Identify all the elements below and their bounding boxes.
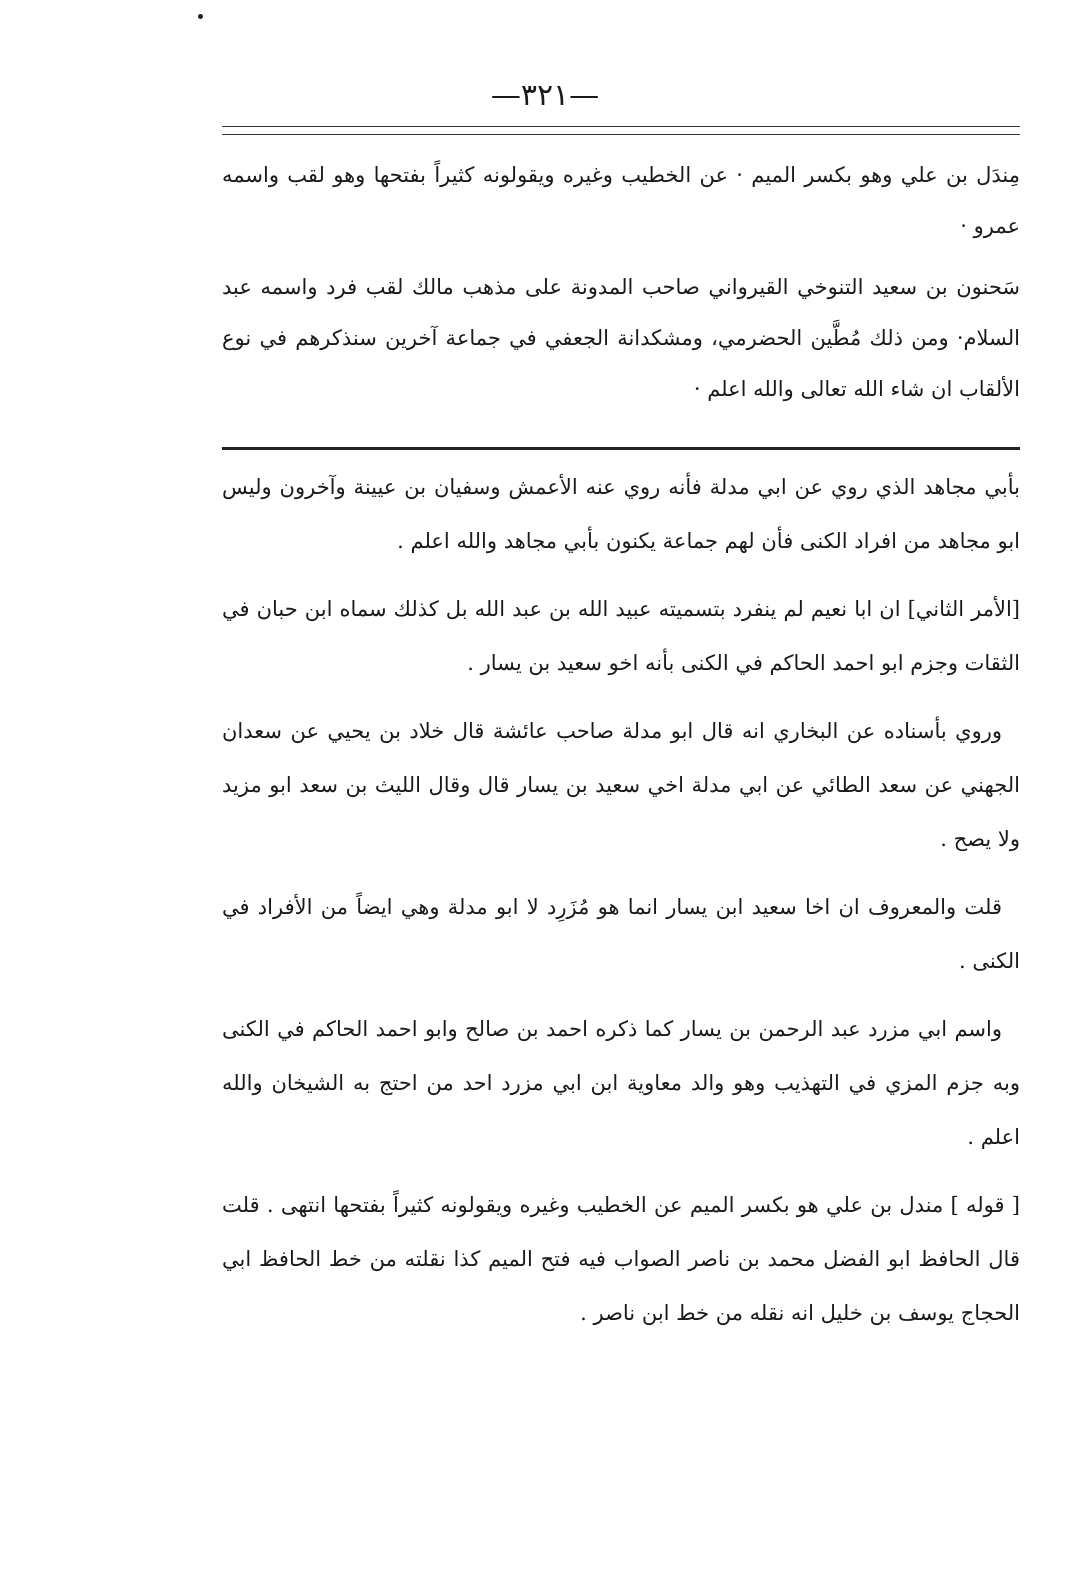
main-text-section <box>222 460 1020 1340</box>
body-paragraph: بأبي مجاهد الذي روي عن ابي مدلة فأنه روي عنه الأعمش وسفيان بن عيينة وآخرون وليس ابو مجاهد من افراد الكنى فأن لهم جماعة يكنون بأبي مجاهد والله اعلم . <box>222 475 1020 553</box>
footnote-paragraph: سَحنون بن سعيد التنوخي القيرواني صاحب المدونة على مذهب مالك لقب فرد واسمه عبد السلام· ومن ذلك مُطَّين الحضرمي، ومشكدانة الجعفي في جماعة آخرين سنذكرهم في نوع الألقاب ان شاء الله تعالى والله اعلم · <box>222 275 1020 401</box>
page-number: —٣٢١— <box>490 78 600 113</box>
scan-speck <box>198 14 203 19</box>
body-paragraph: قلت والمعروف ان اخا سعيد ابن يسار انما هو مُزَرِد لا ابو مدلة وهي ايضاً من الأفراد في الكنى . <box>222 895 1020 973</box>
body-paragraph: وروي بأسناده عن البخاري انه قال ابو مدلة صاحب عائشة قال خلاد بن يحيي عن سعدان الجهني عن سعد الطائي عن ابي مدلة اخي سعيد بن يسار قال وقال الليث بن سعد ابو مزيد ولا يصح . <box>222 719 1020 851</box>
body-paragraph: [الأمر الثاني] ان ابا نعيم لم ينفرد بتسميته عبيد الله بن عبد الله بل كذلك سماه ابن حبان في الثقات وجزم ابو احمد الحاكم في الكنى بأنه اخو سعيد بن يسار . <box>222 597 1020 675</box>
footnote-paragraph: مِندَل بن علي وهو بكسر الميم · عن الخطيب وغيره ويقولونه كثيراً بفتحها وهو لقب واسمه عمرو · <box>222 163 1020 238</box>
body-paragraph: [ قوله ] مندل بن علي هو بكسر الميم عن الخطيب وغيره ويقولونه كثيراً بفتحها انتهى . قلت قال الحافظ ابو الفضل محمد بن ناصر الصواب فيه فتح الميم كذا نقلته من خط الحافظ ابي الحجاج يوسف بن خليل انه نقله من خط ابن ناصر . <box>222 1193 1020 1325</box>
footnote-section <box>222 150 1020 415</box>
body-paragraph: واسم ابي مزرد عبد الرحمن بن يسار كما ذكره احمد بن صالح وابو احمد الحاكم في الكنى وبه جزم المزي في التهذيب وهو والد معاوية ابن ابي مزرد احد من احتج به الشيخان والله اعلم . <box>222 1017 1020 1149</box>
header-double-rule <box>222 126 1020 135</box>
section-divider-rule <box>222 447 1020 450</box>
